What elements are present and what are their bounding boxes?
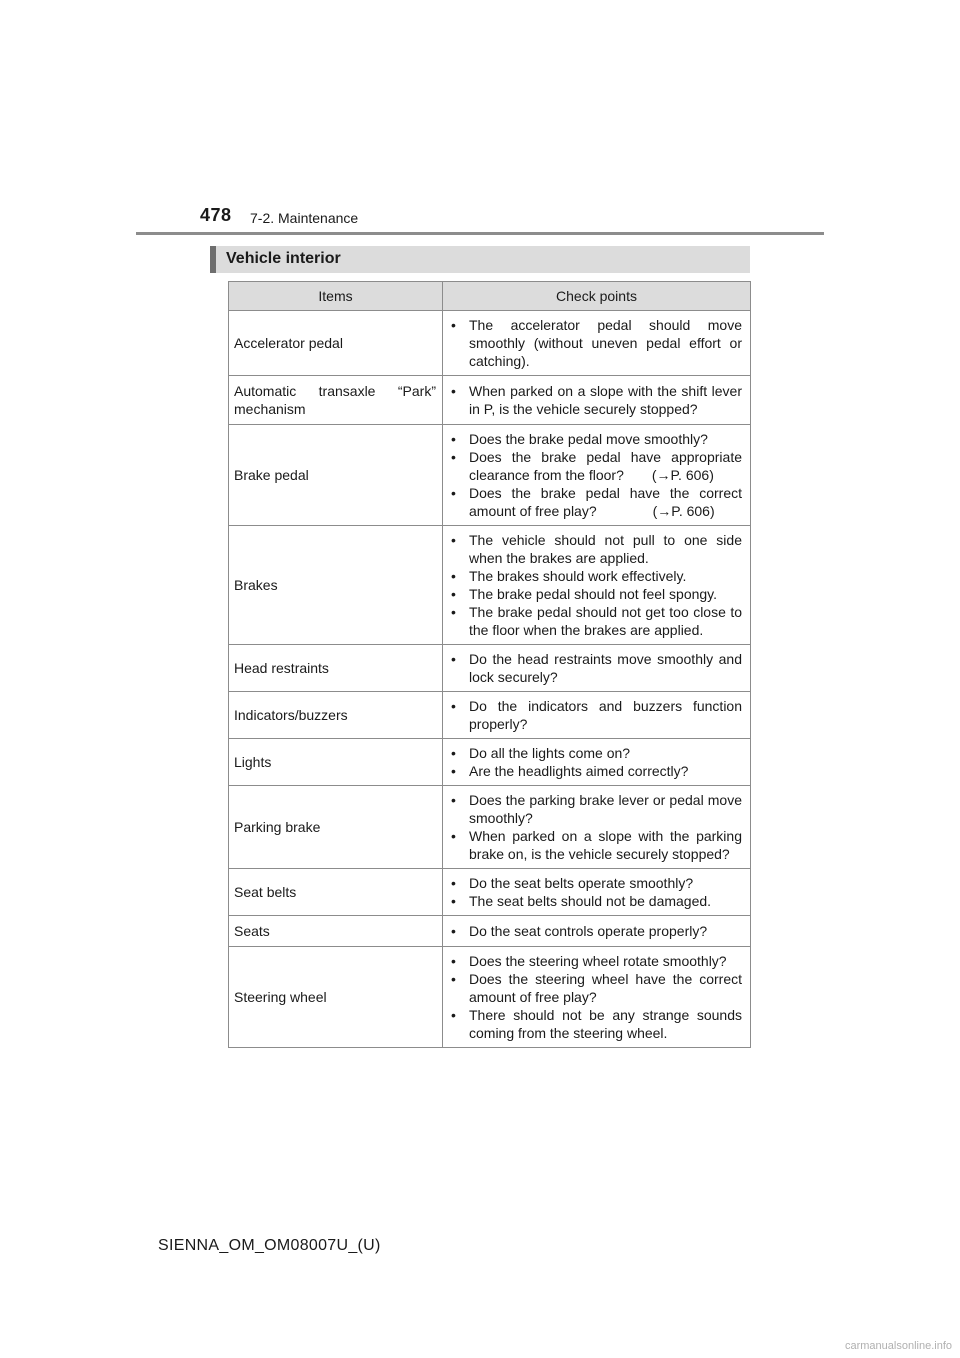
check-point: • Do the seat controls operate properly? xyxy=(451,922,742,940)
check-point: • Do all the lights come on? xyxy=(451,744,742,762)
check-points-list xyxy=(451,791,742,863)
check-points-cell xyxy=(443,526,751,645)
table-body xyxy=(229,311,751,1048)
item-cell: Parking brake xyxy=(229,786,443,869)
table-row xyxy=(229,739,751,786)
check-points-list xyxy=(451,744,742,780)
table-row xyxy=(229,947,751,1048)
column-header-check-points: Check points xyxy=(443,282,751,311)
check-point: • When parked on a slope with the shift lever in P, is the vehicle securely stopped? xyxy=(451,382,742,418)
check-point: • The seat belts should not be damaged. xyxy=(451,892,742,910)
check-points-list xyxy=(451,316,742,370)
check-point: • Does the steering wheel rotate smoothly? xyxy=(451,952,742,970)
item-cell: Seat belts xyxy=(229,869,443,916)
check-points-cell xyxy=(443,947,751,1048)
check-point: • The brake pedal should not feel spongy. xyxy=(451,585,742,603)
page-number: 478 xyxy=(200,205,232,225)
check-points-list xyxy=(451,382,742,418)
check-points-list xyxy=(451,697,742,733)
check-points-list xyxy=(451,874,742,910)
check-points-cell xyxy=(443,916,751,947)
check-points-cell xyxy=(443,692,751,739)
check-point: • Do the seat belts operate smoothly? xyxy=(451,874,742,892)
table-row xyxy=(229,869,751,916)
section-heading: Vehicle interior xyxy=(226,250,341,267)
check-point: • The brakes should work effectively. xyxy=(451,567,742,585)
check-points-cell xyxy=(443,425,751,526)
table-row xyxy=(229,425,751,526)
table-row xyxy=(229,692,751,739)
table-row xyxy=(229,376,751,425)
table-row xyxy=(229,311,751,376)
item-cell: Accelerator pedal xyxy=(229,311,443,376)
check-points-cell xyxy=(443,645,751,692)
check-points-list xyxy=(451,430,742,520)
check-point: • Does the brake pedal have the correct amount of free play? (→P. 606) xyxy=(451,484,742,520)
inspection-table xyxy=(228,281,751,1048)
header-divider xyxy=(136,232,824,235)
item-cell: Automatic transaxle “Park” mechanism xyxy=(229,376,443,425)
check-points-list xyxy=(451,531,742,639)
item-cell: Seats xyxy=(229,916,443,947)
item-cell: Lights xyxy=(229,739,443,786)
item-cell: Brakes xyxy=(229,526,443,645)
check-point: • Does the steering wheel have the correct amount of free play? xyxy=(451,970,742,1006)
check-points-list xyxy=(451,650,742,686)
check-points-cell xyxy=(443,869,751,916)
check-points-cell xyxy=(443,786,751,869)
document-code: SIENNA_OM_OM08007U_(U) xyxy=(158,1237,381,1254)
section-label: 7-2. Maintenance xyxy=(250,210,359,226)
table-row xyxy=(229,786,751,869)
table-row xyxy=(229,645,751,692)
column-header-items: Items xyxy=(229,282,443,311)
check-point: • The vehicle should not pull to one side when the brakes are applied. xyxy=(451,531,742,567)
section-heading-bar xyxy=(210,246,750,273)
check-points-list xyxy=(451,922,742,940)
check-point: • When parked on a slope with the parking brake on, is the vehicle securely stopped? xyxy=(451,827,742,863)
watermark: carmanualsonline.info xyxy=(844,1340,952,1352)
check-point: • Does the brake pedal move smoothly? xyxy=(451,430,742,448)
check-point: • Are the headlights aimed correctly? xyxy=(451,762,742,780)
item-cell: Brake pedal xyxy=(229,425,443,526)
check-points-cell xyxy=(443,739,751,786)
check-point: • Does the parking brake lever or pedal move smoothly? xyxy=(451,791,742,827)
table-row xyxy=(229,526,751,645)
check-point: • Do the head restraints move smoothly and lock securely? xyxy=(451,650,742,686)
table-row xyxy=(229,916,751,947)
item-cell: Indicators/buzzers xyxy=(229,692,443,739)
check-point: • There should not be any strange sounds coming from the steering wheel. xyxy=(451,1006,742,1042)
check-point: • Do the indicators and buzzers function properly? xyxy=(451,697,742,733)
table-header-row xyxy=(229,282,751,311)
check-point: • The accelerator pedal should move smoothly (without uneven pedal effort or catching). xyxy=(451,316,742,370)
item-cell: Steering wheel xyxy=(229,947,443,1048)
item-cell: Head restraints xyxy=(229,645,443,692)
check-point: • The brake pedal should not get too close to the floor when the brakes are applied. xyxy=(451,603,742,639)
check-points-cell xyxy=(443,376,751,425)
check-points-cell xyxy=(443,311,751,376)
check-point: • Does the brake pedal have appropriate clearance from the floor? (→P. 606) xyxy=(451,448,742,484)
check-points-list xyxy=(451,952,742,1042)
